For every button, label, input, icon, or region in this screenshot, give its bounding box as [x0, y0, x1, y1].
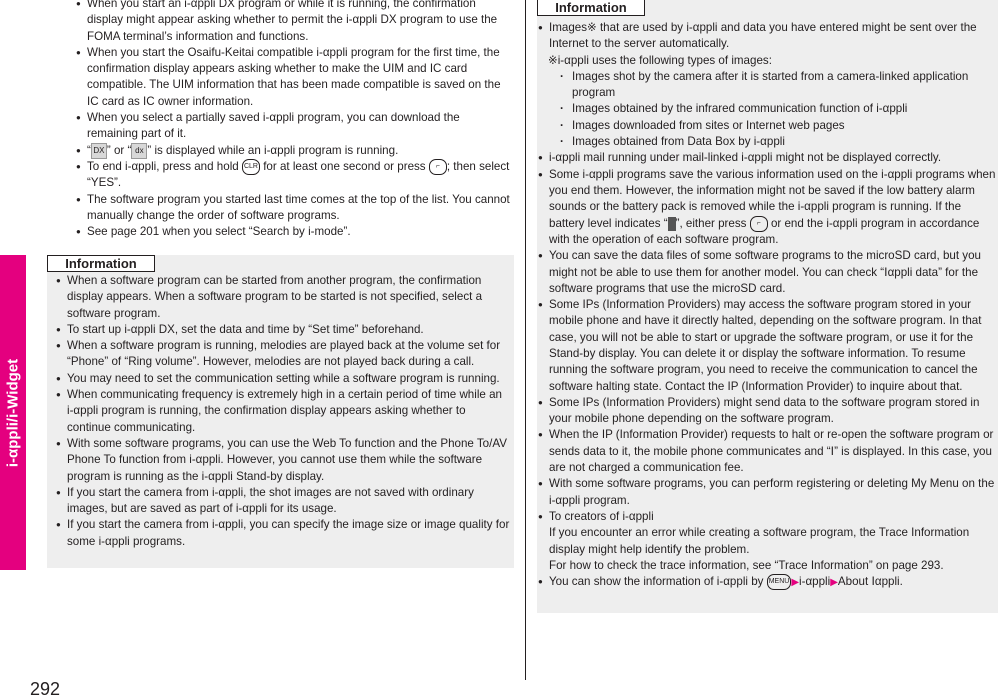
page-number: 292 [30, 679, 61, 699]
clr-key-icon: CLR [242, 159, 260, 175]
text: for at least one second or press [263, 160, 426, 174]
list-item: ● When a software program is running, melodies are played back at the volume set for “Phone” of “Ring volume”. However, melodies are not played back during a call. [56, 338, 511, 371]
menu-key-icon: MENU [767, 574, 792, 590]
list-item: ● If you start the camera from i-αppli, you can specify the image size or image quality for some i-αppli programs. [56, 517, 511, 550]
i-appli-running-icon: DX [91, 143, 107, 159]
list-item [538, 248, 996, 297]
list-item: ● When a software program can be started from another program, the confirmation display appears. When a software program to be started is not specified, select a software program. [56, 273, 511, 322]
list-item: ● When you start the Osaifu-Keitai compatible i-αppli program for the first time, the confirmation display appears asking whether to make the UIM and IC card compatible. The UIM information that has been made compatible is saved on the IC card as IC owner information. [76, 45, 510, 110]
information-list [538, 20, 996, 592]
i-appli-icon: Ⅰ [871, 575, 875, 589]
information-label: Information [537, 0, 645, 16]
text: When the IP (Information Provider) requests to halt or re-open the software program or sends data to it, the mobile phone communicates and “ [549, 428, 994, 458]
text: To creators of i-αppli [549, 509, 654, 523]
battery-level-icon [668, 217, 676, 231]
list-item [538, 509, 996, 574]
note: ※i-αppli uses the following types of images: [548, 53, 772, 67]
end-key-icon: ⌐ [429, 159, 447, 175]
list-item [76, 159, 510, 192]
side-tab [0, 255, 26, 570]
list-item: ● Some IPs (Information Providers) may access the software program stored in your mobile phone and have it directly halted, depending on the software program. In that case, you will not be able to start or upgrade the software program, or use it for the Stand-by display. You can delete it or display the software information. To resume running the software program, you need to receive the communication to cancel the software halting state. Contact the IP (Information Provider) to inquire about that. [538, 297, 996, 395]
column-divider [525, 0, 526, 680]
arrow-right-icon: ▶ [791, 577, 800, 589]
top-section [76, 0, 510, 241]
list-item [538, 574, 996, 591]
text: ; then select “YES”. [87, 160, 510, 190]
information-label: Information [47, 255, 155, 272]
text: Some i-αppli programs save the various information used on the i-αppli programs when you end them. However, the information might not be saved if the low battery alarm sounds or the battery pack is removed while the i-αppli program is running. If the battery level indicates “ [549, 167, 996, 230]
list-item: ● Images※ that are used by i-αppli and data you have entered might be sent over the Internet to the server automatically. [538, 20, 996, 53]
text: About [837, 575, 869, 589]
list-item: ● With some software programs, you can use the Web To function and the Phone To/AV Phone To function from i-αppli. However, you cannot use them while the software program is running as the i-αppli Stand-by display. [56, 436, 511, 485]
text: ” is displayed while an i-αppli program is running. [147, 143, 399, 157]
end-key-icon: ⌐ [750, 216, 768, 232]
text: For how to check the trace information, see “Trace Information” on page 293. [549, 558, 944, 572]
list-item: ● If you start the camera from i-αppli, the shot images are not saved with ordinary images, but are saved as part of i-αppli for its usage. [56, 485, 511, 518]
text: ” or “ [106, 143, 132, 157]
list-item [76, 143, 510, 159]
information-box-left [47, 255, 514, 568]
text: or end the i-αppli program in accordance with the operation of each software program. [549, 216, 980, 246]
list-item: ● With some software programs, you can perform registering or deleting My Menu on the i-αppli program. [538, 476, 996, 509]
text: “ [87, 143, 91, 157]
text: You can save the data files of some software programs to the microSD card, but you might not be able to use them for another model. You can check “ [549, 249, 981, 279]
text: You can show the information of i-αppli by [549, 575, 764, 589]
list-item: ● When communicating frequency is extremely high in a certain period of time while an i-αppli program is running, the confirmation display appears asking whether to continue communicating. [56, 387, 511, 436]
information-box-right [537, 0, 998, 613]
information-list [56, 273, 511, 550]
list-item: ● When you start an i-αppli DX program or while it is running, the confirmation display might appear asking whether to permit the i-αppli DX program to use the FOMA terminal’s information and functions. [76, 0, 510, 45]
sub-list-item: · Images downloaded from sites or Internet web pages [538, 118, 996, 134]
list-item [538, 167, 996, 249]
list-item [538, 427, 996, 476]
list-item: ● To start up i-αppli DX, set the data and time by “Set time” beforehand. [56, 322, 511, 338]
list-item: ● Some IPs (Information Providers) might send data to the software program stored in your mobile phone depending on the software program. [538, 395, 996, 428]
text: αppli data” for the software programs that use the microSD card. [549, 265, 979, 295]
communication-icon: Ⅰ [830, 444, 835, 458]
list-item: ● The software program you started last time comes at the top of the list. You cannot manually change the order of software programs. [76, 192, 510, 225]
text: To end i-αppli, press and hold [87, 160, 239, 174]
sub-list-item: · Images obtained from Data Box by i-αppli [538, 134, 996, 150]
text: i-αppli [799, 575, 831, 589]
text: ”, either press [675, 216, 747, 230]
i-appli-dx-running-icon: dx [131, 143, 147, 159]
text: ” is displayed. In this case, you are not charged a communication fee. [549, 444, 992, 475]
list-item: ● You may need to set the communication setting while a software program is running. [56, 371, 511, 387]
arrow-right-icon: ▶ [830, 577, 838, 589]
i-appli-icon: Ⅰ [884, 265, 888, 279]
list-item: ● See page 201 when you select “Search by i-mode”. [76, 224, 510, 240]
side-tab-label: i-αppli/i-Widget [4, 358, 22, 467]
sub-list-item: · Images obtained by the infrared communication function of i-αppli [538, 101, 996, 117]
list-item: ● When you select a partially saved i-αppli program, you can download the remaining part of it. [76, 110, 510, 143]
text: αppli. [874, 575, 903, 589]
list-item: ● i-αppli mail running under mail-linked i-αppli might not be displayed correctly. [538, 150, 996, 166]
sub-list-item: · Images shot by the camera after it is started from a camera-linked application program [538, 69, 996, 102]
text: If you encounter an error while creating a software program, the Trace Information display might help identify the problem. [549, 526, 970, 556]
